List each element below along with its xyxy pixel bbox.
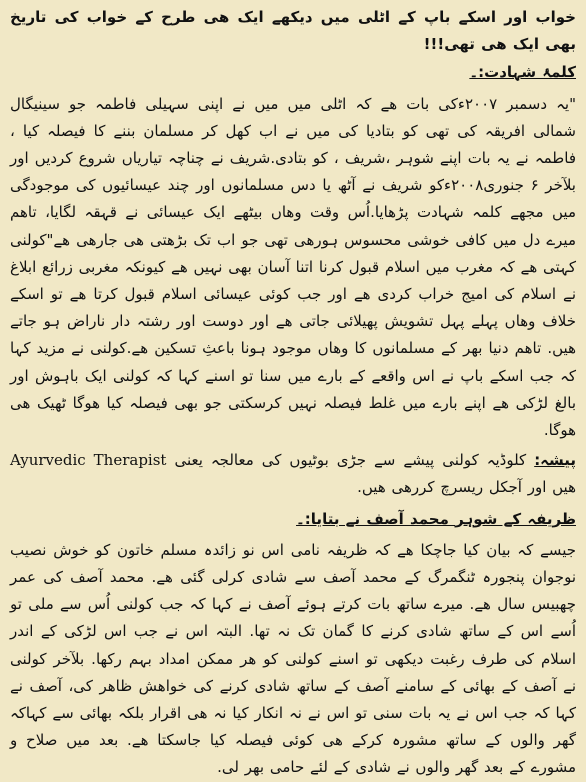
kalima-paragraph: "یہ دسمبر ۲۰۰۷ءکی بات ھے کہ اٹلی میں میں نے اپنی سہیلی فاطمہ جو سینیگال شمالی افریقہ کی تھی کو بتادیا کی میں نے اب کھل کر مسلمان بننے کا فیصلہ کیا ، فاطمہ نے یہ بات اپنے شوہر ،شریف ، کو بتادی.شریف نے چناچہ تیاریاں شروع کردیں اور بلآخر ۶ جنوری۲۰۰۸ءکو شریف نے آٹھ یا دس مسلمانوں اور چند عیسائیوں کی موجودگی میں مجھے کلمہ شہادت پڑھایا.اُس وقت وھاں بیٹھے ایک عیسائی نے قہقہ لگایا، تاھم میرے دل میں کافی خوشی محسوس ہورھی تھی جو اب تک بڑھتی ھی جارھی ھے"کولنی کہتی ھے کہ مغرب میں اسلام قبول کرنا اتنا آسان بھی نہیں ھے کیونکہ مغربی زرائع ابلاغ نے اسلام کی امیج خراب کردی ھے اور جب کوئی عیسائی اسلام قبول کرتا ھے تو اسکے خلاف وھاں پہلے پہل تشویش پھیلائی جاتی ھے اور دوست اور رشتہ دار ناراض ہو جاتے ھیں. تاھم دنیا بھر کے مسلمانوں کا وھاں موجود ہونا باعثِ تسکین ھے.کولنی نے مزید کہا کہ جب اسکے باپ نے اس واقعے کے بارے میں سنا تو اسنے کہا کہ کولنی ایک باہوش اور بالغ لڑکی ھے اپنے بارے میں غلط فیصلہ نہیں کرسکتی جو بھی فیصلہ کیا ھوگا ٹھیک ھی ھوگا. [10,94,576,440]
kalima-heading [10,59,576,86]
intro-line: خواب اور اسکے باپ کے اٹلی میں دیکھے ایک ھی طرح کے خواب کی تاریخ بھی ایک ھی تھی!!! [10,8,576,54]
profession-text-before: کلوڈیہ کولنی پیشے سے جڑی بوٹیوں کی معالجہ یعنی [166,451,535,470]
profession-latin-term: Ayurvedic Therapist [10,451,167,470]
profession-label: پیشہ: [534,451,576,470]
profession-paragraph [10,447,576,501]
husband-heading [10,506,576,533]
kalima-heading-text: کلمۂ شہادت:۔ [469,63,576,82]
section-gap [10,502,576,505]
husband-paragraph: جیسے کہ بیان کیا جاچکا ھے کہ ظریفہ نامی اس نو زائدہ مسلم خاتون کو خوش نصیب نوجوان پنجورہ ٹنگمرگ کے محمد آصف سے شادی کرلی گئی ھے. محمد آصف کی عمر چھبیس سال ھے. میرے ساتھ بات کرتے ہوئے آصف نے کہا کہ جب کولنی اُس سے ملی تو اُسے اس کے ساتھ شادی کرنے کا گمان تک نہ تھا. البتہ اس نے جب اس لڑکی کے اندر اسلام کی طرف رغبت دیکھی تو اسنے کولنی کو ھر ممکن امداد بہم رکھا. بلآخر کولنی نے آصف کے بھائی کے سامنے آصف کے ساتھ شادی کرنے کی خواھش ظاھر کی، آصف نے کہا کہ جب اس نے یہ بات سنی تو اس نے نہ انکار کیا نہ ھی اقرار بلکہ بھائی سے کہاکہ گھر والوں کے ساتھ مشورہ کرکے ھی کوئی فیصلہ کیا جاسکتا ھے. بعد میں صلاح و مشورے کے بعد گھر والوں نے شادی کے لئے حامی بھر لی. [10,540,576,777]
profession-text-after: ھیں اور آجکل ریسرچ کررھی ھیں. [357,478,576,497]
husband-heading-text: ظریفہ کے شوہر محمد آصف نے بتایا:۔ [296,509,576,528]
